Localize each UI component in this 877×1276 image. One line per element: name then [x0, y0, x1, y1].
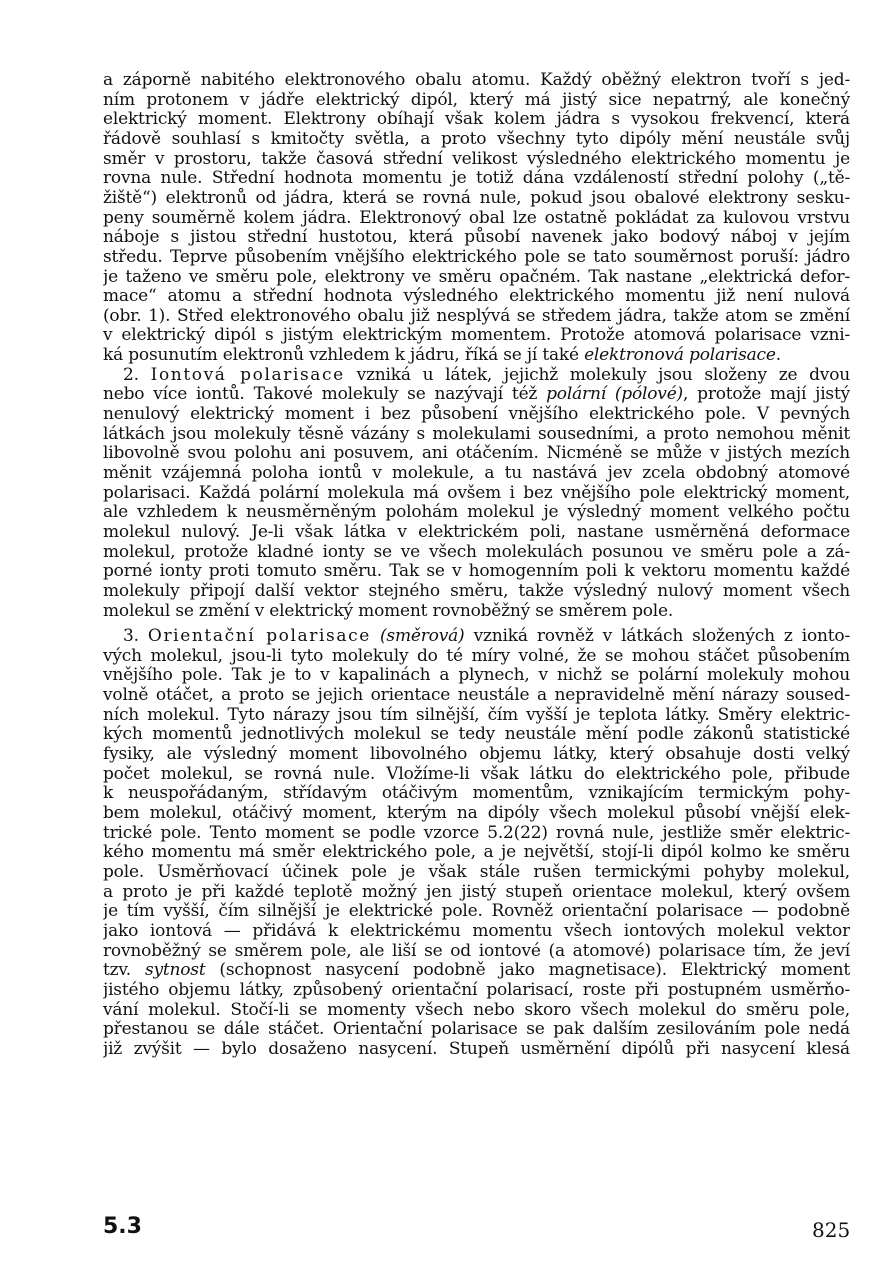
text-line: bem molekul, otáčivý moment, kterým na dipóly všech molekul působí vnější elek- — [103, 803, 850, 823]
text-line: pole. Usměrňovací účinek pole je však stále rušen termickými pohyby molekul, — [103, 862, 850, 882]
text-line: porné ionty proti tomuto směru. Tak se v homogenním poli k vektoru momentu každé — [103, 561, 850, 581]
text-line: měnit vzájemná poloha iontů v molekule, a tu nastává jev zcela obdobný atomové — [103, 463, 850, 483]
text-segment: . — [775, 345, 781, 365]
text-line — [103, 960, 850, 980]
text-line: volně otáčet, a proto se jejich orientace neustále a nepravidelně mění nárazy soused- — [103, 685, 850, 705]
text-line — [123, 626, 850, 646]
text-segment: (schopnost nasycení podobně jako magnetisace). Elektrický moment — [205, 960, 850, 980]
text-line: libovolně svou polohu ani posuvem, ani otáčením. Nicméně se může v jistých mezích — [103, 443, 850, 463]
text-line: molekul se změní v elektrický moment rovnoběžný se směrem pole. — [103, 601, 674, 621]
text-line: kých momentů jednotlivých molekul se tedy neustále mění podle zákonů statistické — [103, 724, 850, 744]
text-line: středu. Teprve působením vnějšího elektrického pole se tato souměrnost poruší: jádro — [103, 247, 850, 267]
text-segment: vzniká rovněž v látkách složených z ionto- — [464, 626, 850, 646]
text-line: látkách jsou molekuly těsně vázány s molekulami sousedními, a proto nemohou měnit — [103, 424, 850, 444]
italic-term: polární (pólové) — [546, 384, 683, 404]
text-segment: , protože mají jistý — [683, 384, 850, 404]
text-line — [103, 345, 796, 365]
text-line: polarisaci. Každá polární molekula má ovšem i bez vnějšího pole elektrický moment, — [103, 483, 850, 503]
text-line: (obr. 1). Střed elektronového obalu již nesplývá se středem jádra, takže atom se změní — [103, 306, 850, 326]
text-line — [123, 365, 850, 385]
text-line: elektrický moment. Elektrony obíhají však kolem jádra s vysokou frekvencí, která — [103, 109, 850, 129]
text-line: již zvýšit — bylo dosaženo nasycení. Stupeň usměrnění dipólů při nasycení klesá — [103, 1039, 850, 1059]
text-line: přestanou se dále stáčet. Orientační polarisace se pak dalším zesilováním pole nedá — [103, 1019, 850, 1039]
text-line: a záporně nabitého elektronového obalu atomu. Každý oběžný elektron tvoří s jed- — [103, 70, 850, 90]
text-segment: tzv. — [103, 960, 145, 980]
text-line: žiště“) elektronů od jádra, která se rovná nule, pokud jsou obalové elektrony sesku- — [103, 188, 850, 208]
text-line: je tím vyšší, čím silnější je elektrické pole. Rovněž orientační polarisace — podobně — [103, 901, 850, 921]
italic-term: sytnost — [144, 960, 206, 980]
text-line: rovnoběžný se směrem pole, ale liší se od iontové (a atomové) polarisace tím, že jeví — [103, 941, 850, 961]
section-number: 5.3 — [103, 1214, 142, 1239]
text-line: jako iontová — přidává k elektrickému momentu všech iontových molekul vektor — [103, 921, 850, 941]
text-line: vání molekul. Stočí-li se momenty všech nebo skoro všech molekul do směru pole, — [103, 1000, 850, 1020]
text-line: kého momentu má směr elektrického pole, a je největší, stojí-li dipól kolmo ke směru — [103, 842, 850, 862]
text-line: nenulový elektrický moment i bez působení vnějšího elektrického pole. V pevných — [103, 404, 850, 424]
text-line: vnějšího pole. Tak je to v kapalinách a plynech, v nichž se polární molekuly mohou — [103, 665, 850, 685]
text-line: molekul nulový. Je-li však látka v elektrickém poli, nastane usměrněná deformace — [103, 522, 850, 542]
text-line — [103, 384, 850, 404]
text-line: trické pole. Tento moment se podle vzorce 5.2(22) rovná nule, jestliže směr elektric- — [103, 823, 850, 843]
text-line: rovna nule. Střední hodnota momentu je totiž dána vzdáleností střední polohy („tě- — [103, 168, 850, 188]
spaced-term: Orientační polarisace — [147, 626, 371, 646]
text-line: vých molekul, jsou-li tyto molekuly do té míry volné, že se mohou stáčet působením — [103, 646, 850, 666]
text-line: a proto je při každé teplotě možný jen jistý stupeň orientace molekul, který ovšem — [103, 882, 850, 902]
text-line: ních molekul. Tyto nárazy jsou tím silnější, čím vyšší je teplota látky. Směry elektric- — [103, 705, 850, 725]
text-line: náboje s jistou střední hustotou, která působí navenek jako bodový náboj v jejím — [103, 227, 850, 247]
text-line: řádově souhlasí s kmitočty světla, a proto všechny tyto dipóly mění neustále svůj — [103, 129, 850, 149]
italic-term: (směrová) — [380, 626, 465, 646]
page-number: 825 — [812, 1218, 851, 1242]
text-segment: vzniká u látek, jejichž molekuly jsou složeny ze dvou — [344, 365, 850, 385]
text-line: ním protonem v jádře elektrický dipól, který má jistý sice nepatrný, ale konečný — [103, 90, 850, 110]
spaced-term: Iontová polarisace — [150, 365, 345, 385]
text-line: k neuspořádaným, střídavým otáčivým momentům, vznikajícím termickým pohy- — [103, 783, 850, 803]
text-line: molekul, protože kladné ionty se ve všech molekulách posunou ve směru pole a zá- — [103, 542, 850, 562]
italic-term: elektronová polarisace — [584, 345, 776, 365]
text-segment: nebo více iontů. Takové molekuly se nazývají též — [103, 384, 547, 404]
text-line: v elektrický dipól s jistým elektrickým momentem. Protože atomová polarisace vzni- — [103, 325, 850, 345]
text-line: fysiky, ale výsledný moment libovolného objemu látky, který obsahuje dosti velký — [103, 744, 850, 764]
text-line: počet molekul, se rovná nule. Vložíme-li však látku do elektrického pole, přibude — [103, 764, 850, 784]
text-line: je taženo ve směru pole, elektrony ve směru opačném. Tak nastane „elektrická defor- — [103, 267, 850, 287]
text-line: peny souměrně kolem jádra. Elektronový obal lze ostatně pokládat za kulovou vrstvu — [103, 208, 850, 228]
text-line: ale vzhledem k neusměrněným polohám molekul je výsledný moment velkého počtu — [103, 502, 850, 522]
text-line: směr v prostoru, takže časová střední velikost výsledného elektrického momentu je — [103, 149, 850, 169]
text-line: jistého objemu látky, způsobený orientační polarisací, roste při postupném usměrňo- — [103, 980, 850, 1000]
paragraph-number: 3. — [123, 626, 148, 646]
text-segment — [371, 626, 380, 646]
text-line: mace“ atomu a střední hodnota výsledného elektrického momentu již není nulová — [103, 286, 850, 306]
text-line: molekuly připojí další vektor stejného směru, takže výsledný nulový moment všech — [103, 581, 850, 601]
text-segment: ká posunutím elektronů vzhledem k jádru, říká se jí také — [103, 345, 585, 365]
paragraph-number: 2. — [123, 365, 151, 385]
